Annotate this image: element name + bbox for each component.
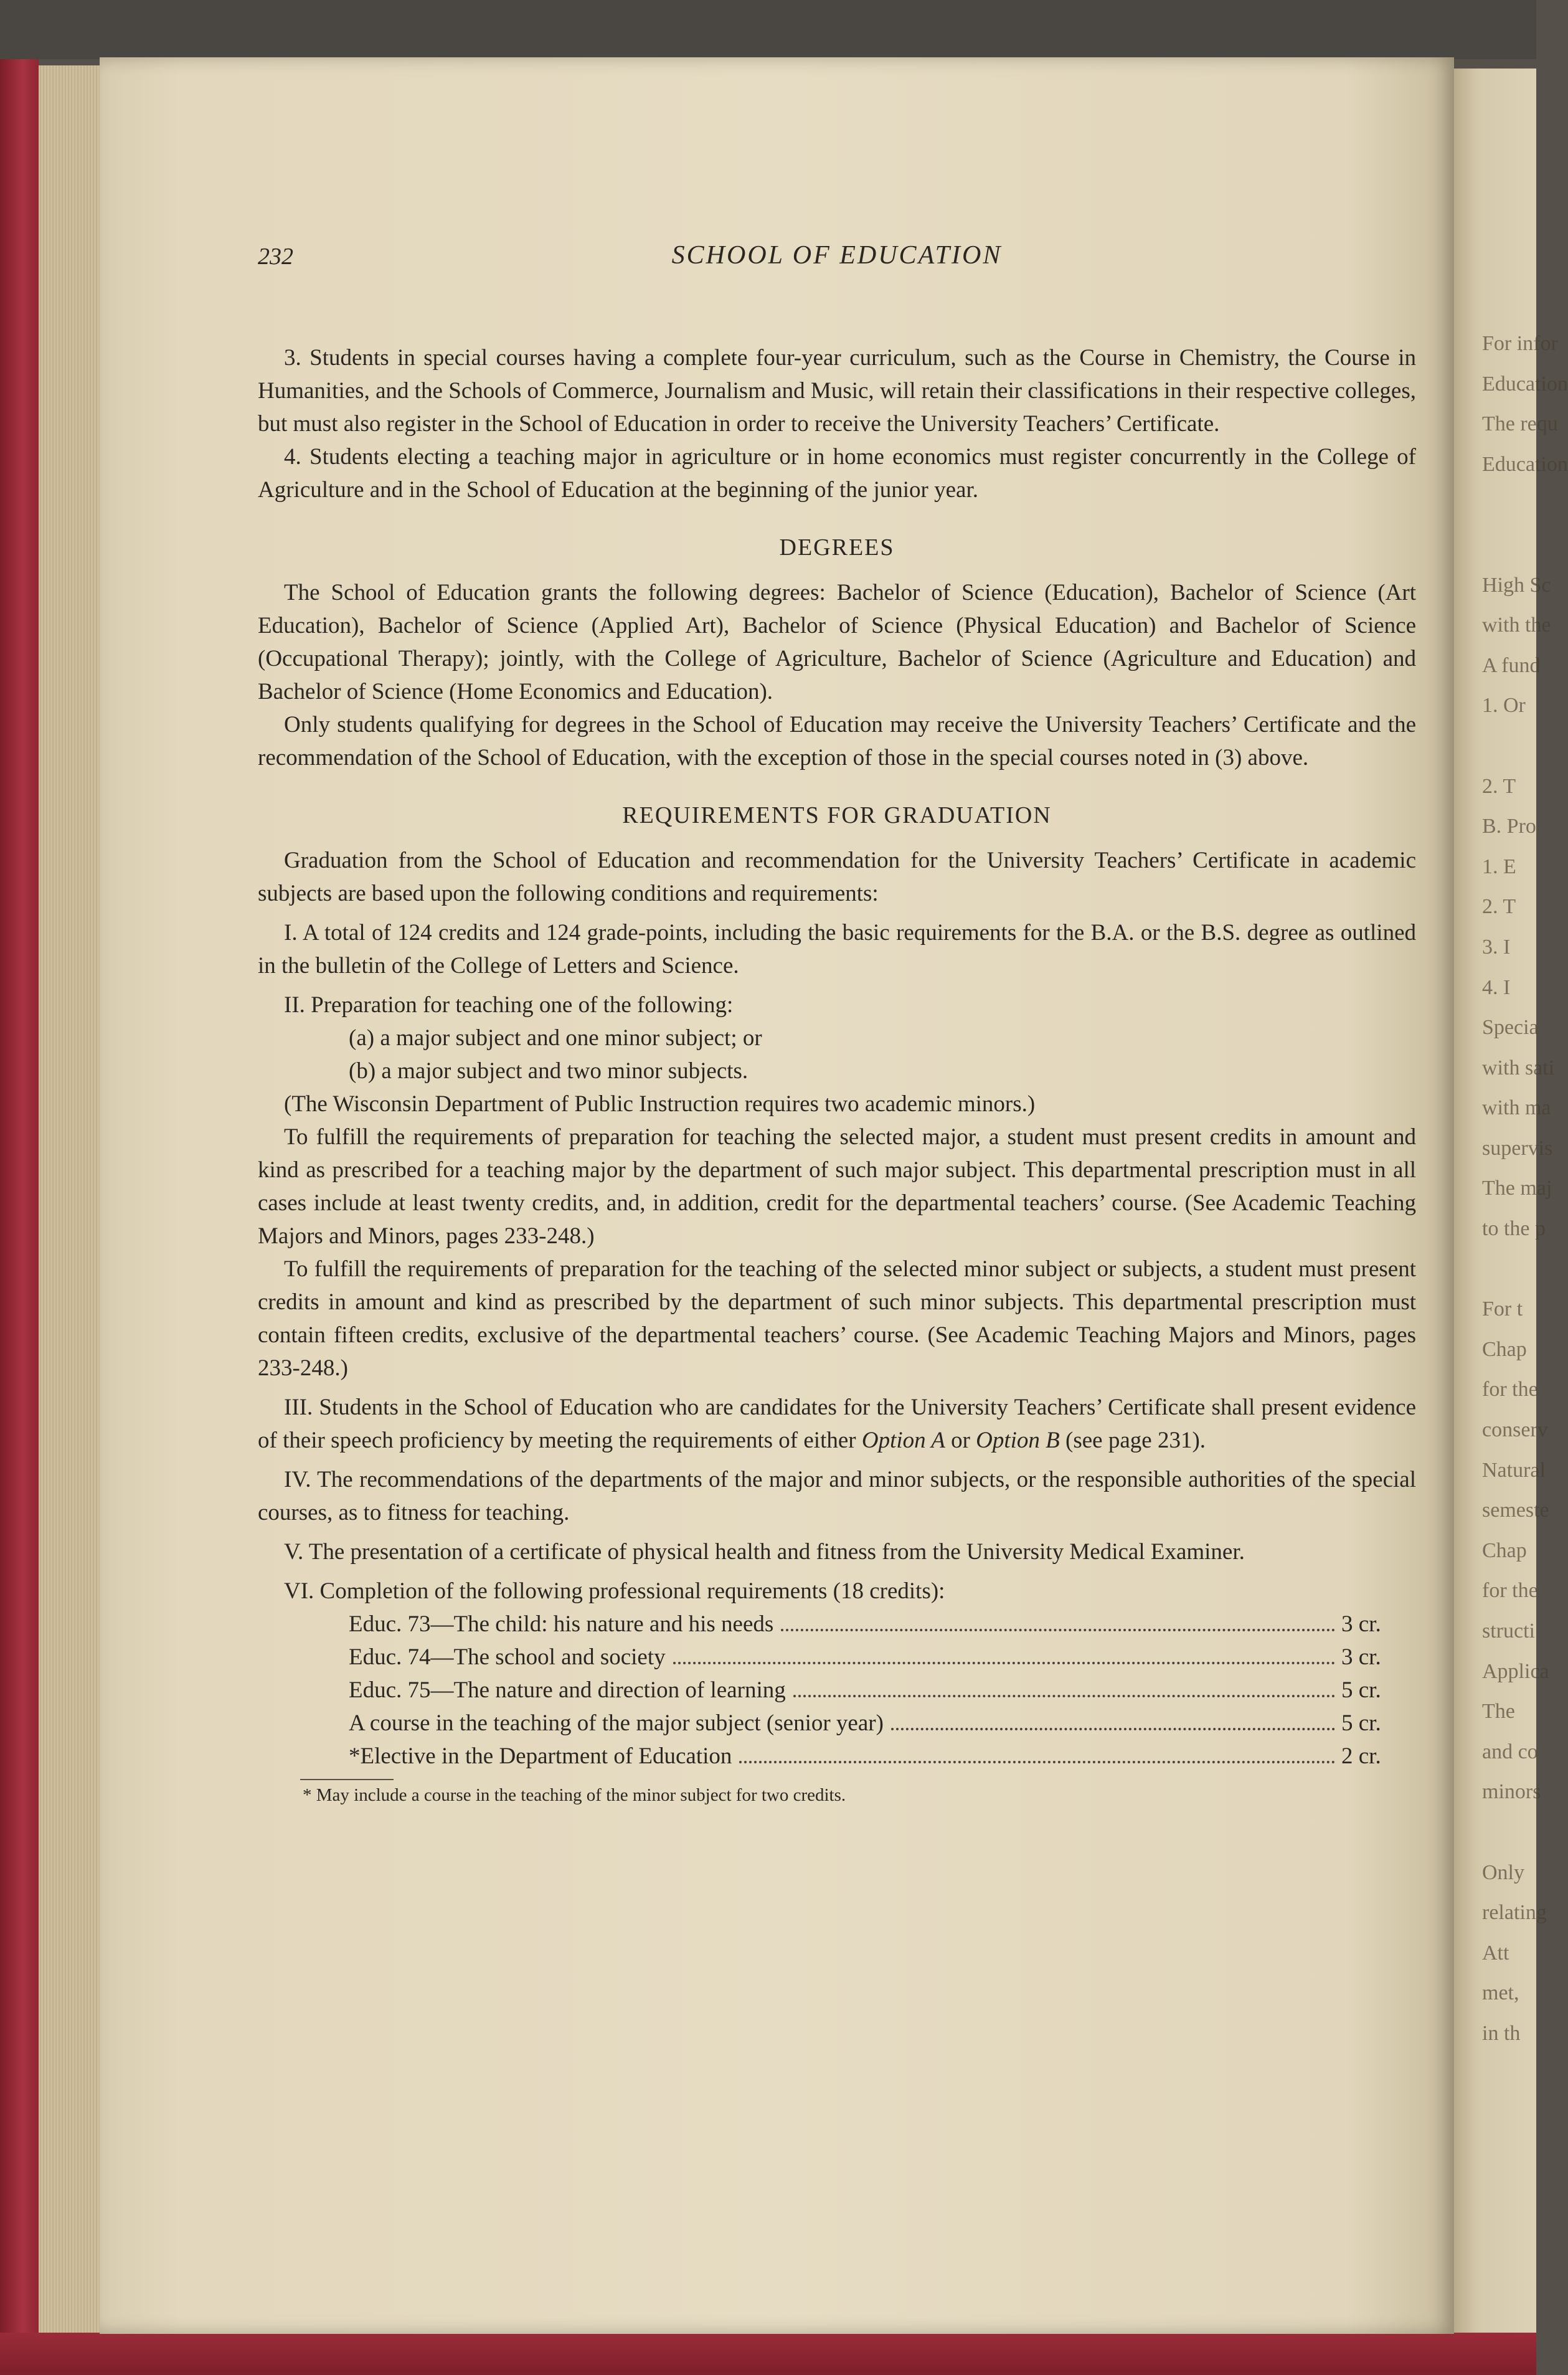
adjacent-page-fragment: for the xyxy=(1482,1579,1538,1603)
adjacent-page-fragment xyxy=(1482,525,1538,566)
degrees-heading: DEGREES xyxy=(779,534,895,561)
adjacent-page-fragment: Natural xyxy=(1482,1458,1546,1482)
adjacent-page-fragment: structi xyxy=(1482,1619,1535,1643)
footnote: * May include a course in the teaching of the minor subject for two credits. xyxy=(258,1783,1416,1808)
course-credits: 5 cr. xyxy=(1341,1710,1381,1736)
adjacent-page-fragment xyxy=(1482,485,1538,525)
page-header xyxy=(258,235,1416,279)
dot-leader xyxy=(891,1728,1335,1730)
course-name: Educ. 75—The nature and direction of learning xyxy=(349,1677,786,1703)
adjacent-page-fragment: minors xyxy=(1482,1780,1541,1804)
background-top xyxy=(0,0,1536,59)
intro-paragraph-4: 4. Students electing a teaching major in agriculture or in home economics must register concurrently in the College of Agriculture and in the School of Education at the beginning of the junior year. xyxy=(258,444,1416,503)
adjacent-page-fragment: Chap xyxy=(1482,1337,1527,1361)
intro-paragraph-3: 3. Students in special courses having a complete four-year curriculum, such as the Course in Chemistry, the Course in Humanities, and the Schools of Commerce, Journalism and Music, will retain their classifications in their respective colleges, but must also register in the School of Education in order to receive the University Teachers’ Certificate. xyxy=(258,345,1416,437)
course-credits: 3 cr. xyxy=(1341,1611,1381,1637)
course-credits: 3 cr. xyxy=(1341,1644,1381,1670)
adjacent-page-fragment xyxy=(1482,726,1538,767)
dot-leader xyxy=(793,1695,1335,1697)
running-head: SCHOOL OF EDUCATION xyxy=(671,241,1003,270)
course-item xyxy=(258,1674,1416,1707)
adjacent-page-fragment: met, xyxy=(1482,1981,1519,2005)
adjacent-page-fragment: Education xyxy=(1482,452,1568,476)
adjacent-page-fragment: conserv xyxy=(1482,1418,1548,1442)
adjacent-page-fragment: 4. I xyxy=(1482,975,1511,999)
course-name: *Elective in the Department of Education xyxy=(349,1743,732,1769)
page-content xyxy=(258,235,1416,1808)
adjacent-page-fragment: A fund xyxy=(1482,653,1541,677)
requirement-item-2-major: To fulfill the requirements of preparation for teaching the selected major, a student must present credits in amount and kind as prescribed for a teaching major by the department of such major subject. This departmental prescription must in all cases include at least twenty credits, and, in addition, credit for the departmental teachers’ course. (See Academic Teaching Majors and Minors, pages 233-248.) xyxy=(258,1124,1416,1249)
requirement-item-3 xyxy=(258,1391,1416,1457)
book-cover-bottom xyxy=(0,2333,1536,2375)
course-credits: 5 cr. xyxy=(1341,1677,1381,1703)
requirement-item-4: IV. The recommendations of the departments of the major and minor subjects, or the responsible authorities of the special courses, as to fitness for teaching. xyxy=(258,1467,1416,1525)
adjacent-page-fragment: Education xyxy=(1482,372,1568,396)
degrees-paragraph: The School of Education grants the following degrees: Bachelor of Science (Education), Bachelor of Science (Art Education), Bachelor of Science (Applied Art), Bachelor of Science (Physical Education) and Bachelor of Science (Occupational Therapy); jointly, with the College of Agriculture, Bachelor of Science (Agriculture and Education) and Bachelor of Science (Home Economics and Education). xyxy=(258,580,1416,704)
adjacent-page-fragment: and co xyxy=(1482,1740,1538,1763)
option-b: Option B xyxy=(976,1428,1060,1453)
requirement-item-2: II. Preparation for teaching one of the following: xyxy=(284,992,734,1018)
adjacent-page-fragment: B. Pro xyxy=(1482,815,1536,838)
requirement-item-2-a: (a) a major subject and one minor subject; or xyxy=(349,1025,762,1051)
adjacent-page-fragment: 1. Or xyxy=(1482,694,1526,718)
adjacent-page-fragment xyxy=(1482,1249,1538,1290)
adjacent-page-fragment: with ma xyxy=(1482,1096,1551,1120)
course-name: Educ. 73—The child: his nature and his needs xyxy=(349,1611,774,1637)
course-item xyxy=(258,1740,1416,1773)
requirement-item-3-text: III. Students in the School of Education who are candidates for the University Teachers’ Certificate shall present evidence of their speech proficiency by meeting the requirements of either xyxy=(258,1395,1416,1453)
adjacent-page-fragment: semeste xyxy=(1482,1499,1549,1522)
adjacent-page-fragment: Applica xyxy=(1482,1659,1549,1683)
adjacent-page-fragment: High Sc xyxy=(1482,573,1551,597)
page-number: 232 xyxy=(258,244,293,270)
course-item xyxy=(258,1641,1416,1674)
requirement-item-3-or: or xyxy=(951,1428,970,1453)
requirement-item-1: I. A total of 124 credits and 124 grade-points, including the basic requirements for the B.A. or the B.S. degree as outlined in the bulletin of the College of Letters and Science. xyxy=(258,920,1416,979)
requirement-item-5: V. The presentation of a certificate of physical health and fitness from the University Medical Examiner. xyxy=(284,1539,1245,1565)
adjacent-page-fragment: 2. T xyxy=(1482,774,1516,798)
adjacent-page-fragment: Att xyxy=(1482,1941,1509,1965)
requirement-item-2-b: (b) a major subject and two minor subjects. xyxy=(349,1058,749,1084)
adjacent-page-fragment: with the xyxy=(1482,614,1551,637)
dot-leader xyxy=(739,1761,1335,1763)
degrees-eligibility-paragraph: Only students qualifying for degrees in the School of Education may receive the University Teachers’ Certificate and the recommendation of the School of Education, with the exception of those in the special courses noted in (3) above. xyxy=(258,712,1416,770)
adjacent-page-fragment: to the p xyxy=(1482,1217,1546,1241)
adjacent-page-fragment: 1. E xyxy=(1482,855,1516,878)
requirements-intro: Graduation from the School of Education and recommendation for the University Teachers’ Certificate in academic subjects are based upon the following conditions and requirements: xyxy=(258,848,1416,906)
adjacent-page-fragment: 2. T xyxy=(1482,895,1516,919)
adjacent-page-fragment: Chap xyxy=(1482,1538,1527,1562)
course-item xyxy=(258,1707,1416,1740)
requirement-item-2-note: (The Wisconsin Department of Public Instruction requires two academic minors.) xyxy=(284,1091,1036,1117)
adjacent-page-fragment: 3. I xyxy=(1482,935,1511,959)
dot-leader xyxy=(673,1662,1335,1664)
dot-leader xyxy=(781,1629,1335,1631)
adjacent-page-fragment: The requ xyxy=(1482,412,1558,436)
adjacent-page-fragment: The maj xyxy=(1482,1177,1552,1200)
course-name: Educ. 74—The school and society xyxy=(349,1644,666,1670)
requirement-item-6: VI. Completion of the following professional requirements (18 credits): xyxy=(284,1578,945,1604)
requirement-item-2-minor: To fulfill the requirements of preparation for the teaching of the selected minor subject or subjects, a student must present credits in amount and kind as prescribed by the department of such minor subjects. This departmental prescription must contain fifteen credits, exclusive of the departmental teachers’ course. (See Academic Teaching Majors and Minors, pages 233-248.) xyxy=(258,1256,1416,1381)
adjacent-page-fragment: relating xyxy=(1482,1901,1547,1925)
adjacent-page-fragment: The xyxy=(1482,1700,1515,1723)
adjacent-page-fragment: Specia xyxy=(1482,1016,1539,1040)
page-edges xyxy=(39,65,101,2333)
adjacent-page-fragment: For infor xyxy=(1482,332,1558,355)
adjacent-page-fragment xyxy=(1482,1813,1538,1853)
adjacent-page-text xyxy=(1482,324,1568,2130)
adjacent-page-fragment: supervis xyxy=(1482,1136,1553,1160)
requirement-item-3-page-ref: (see page 231). xyxy=(1065,1428,1206,1453)
course-item xyxy=(258,1608,1416,1641)
book-cover-left xyxy=(0,59,39,2375)
adjacent-page-fragment: For t xyxy=(1482,1297,1523,1321)
adjacent-page-fragment: Only xyxy=(1482,1861,1524,1884)
adjacent-page-fragment: with sati xyxy=(1482,1056,1555,1079)
option-a: Option A xyxy=(861,1428,945,1453)
adjacent-page-fragment: in th xyxy=(1482,2021,1521,2045)
course-name: A course in the teaching of the major subject (senior year) xyxy=(349,1710,884,1736)
course-credits: 2 cr. xyxy=(1341,1743,1381,1769)
course-list xyxy=(258,1608,1416,1773)
adjacent-page-fragment: for the xyxy=(1482,1378,1538,1401)
requirements-heading: REQUIREMENTS FOR GRADUATION xyxy=(622,802,1052,828)
